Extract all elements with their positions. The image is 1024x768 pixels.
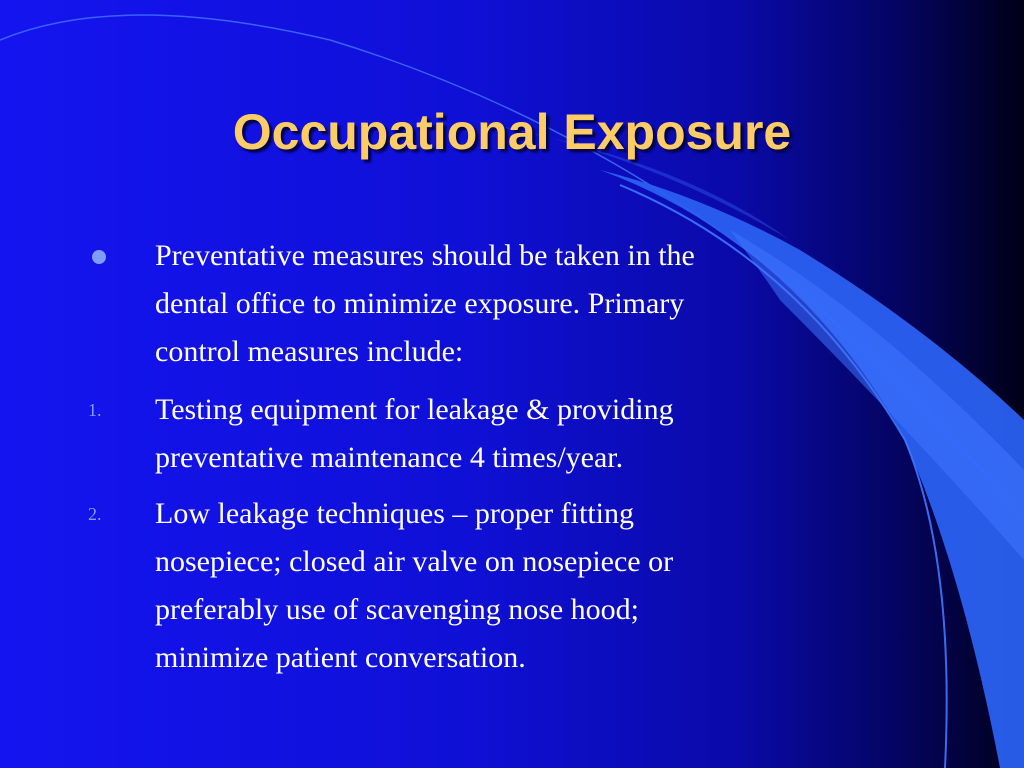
bullet-dot-icon — [92, 250, 106, 264]
text-line: preferably use of scavenging nose hood; — [155, 593, 640, 626]
text-line: minimize patient conversation. — [155, 641, 526, 674]
numbered-text — [155, 386, 885, 482]
text-line: nosepiece; closed air valve on nosepiece or — [155, 545, 674, 578]
numbered-text — [155, 490, 885, 682]
text-line: Low leakage techniques – proper fitting — [155, 497, 635, 530]
text-line: control measures include: — [155, 335, 464, 368]
text-line: preventative maintenance 4 times/year. — [155, 441, 624, 474]
bullet-text — [155, 232, 885, 376]
text-line: dental office to minimize exposure. Primary — [155, 287, 685, 320]
slide-title: Occupational Exposure — [232, 104, 792, 160]
list-number: 1. — [88, 400, 102, 420]
text-line: Preventative measures should be taken in the — [155, 239, 695, 272]
text-line: Testing equipment for leakage & providing — [155, 393, 674, 426]
list-number: 2. — [88, 504, 102, 524]
